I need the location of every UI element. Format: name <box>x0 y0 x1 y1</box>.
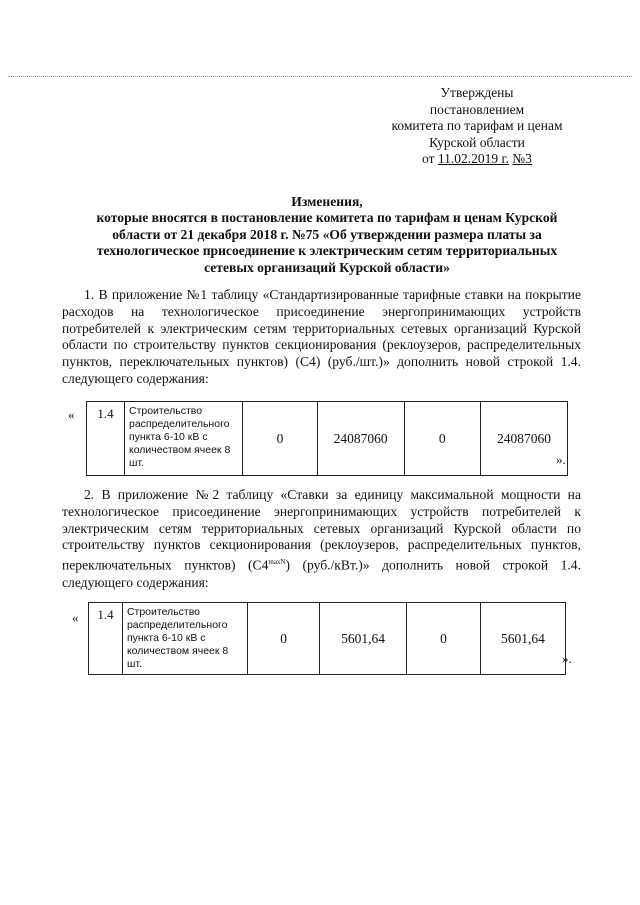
approval-block <box>372 85 582 168</box>
date-prefix: от <box>422 151 438 166</box>
row-value: 0 <box>404 402 480 476</box>
section1-table <box>86 401 568 476</box>
approval-line: комитета по тарифам и ценам <box>391 118 563 133</box>
approval-line: постановлением <box>429 101 525 117</box>
row-name: Строительство распределительного пункта 6-10 кВ с количеством ячеек 8 шт. <box>124 402 242 476</box>
row-number: 1.4 <box>89 603 123 675</box>
section1-quote-open: « <box>68 407 75 422</box>
heading-line: Изменения, <box>291 194 363 209</box>
heading-line: области от 21 декабря 2018 г. №75 «Об утверждении размера платы за <box>112 226 542 242</box>
row-number: 1.4 <box>87 402 125 476</box>
table-row <box>87 402 568 476</box>
row-value: 0 <box>243 402 317 476</box>
top-divider <box>8 76 632 77</box>
heading-line: которые вносятся в постановление комитета по тарифам и ценам Курской <box>96 210 558 226</box>
section1-paragraph: 1. В приложение №1 таблицу «Стандартизированные тарифные ставки на покрытие расходов на технологическое присоединение энергопринимающих устройств потребителей к электрическим сетям территориальных сетевых организаций Курской области по строительству пунктов секционирования (реклоузеров, распределительных пунктов, переключательных пунктов) (С4) (руб./шт.)» дополнить новой строкой 1.4. следующего содержания: <box>62 287 581 386</box>
row-value: 0 <box>406 603 480 675</box>
approval-line: Курской области <box>429 134 525 150</box>
row-value: 5601,64 <box>480 603 565 675</box>
row-value: 0 <box>248 603 320 675</box>
row-value: 24087060 <box>480 402 567 476</box>
section2-quote-close: ». <box>562 651 572 666</box>
section2-paragraph <box>62 487 581 591</box>
section2-table <box>88 602 566 675</box>
section2-text: 2. В приложение №2 таблицу «Ставки за единицу максимальной мощности на технологическое присоединение энергопринимающих устройств потребителей к электрическим сетям территориальных сетевых организаций Курской области по строительству пунктов секционирования (реклоузеров, распределительных пунктов, переключательных пунктов) (С4 <box>62 487 581 573</box>
section2-text-end: ) (руб./кВт.)» дополнить новой строкой 1.4. следующего содержания: <box>62 557 581 590</box>
row-value: 5601,64 <box>320 603 407 675</box>
approval-number: №3 <box>512 151 532 166</box>
approval-date-line <box>372 151 582 168</box>
heading-line: сетевых организаций Курской области» <box>204 259 450 275</box>
section1-quote-close: ». <box>556 452 566 467</box>
heading-line: технологическое присоединение к электрическим сетям территориальных <box>96 243 558 259</box>
approval-date: 11.02.2019 г. <box>437 151 509 166</box>
document-heading <box>62 194 592 276</box>
section2-quote-open: « <box>72 610 79 625</box>
table-row <box>89 603 566 675</box>
approval-line: Утверждены <box>440 85 514 100</box>
section2-sup: maxN <box>268 558 286 567</box>
row-value: 24087060 <box>317 402 404 476</box>
row-name: Строительство распределительного пункта 6-10 кВ с количеством ячеек 8 шт. <box>122 603 247 675</box>
